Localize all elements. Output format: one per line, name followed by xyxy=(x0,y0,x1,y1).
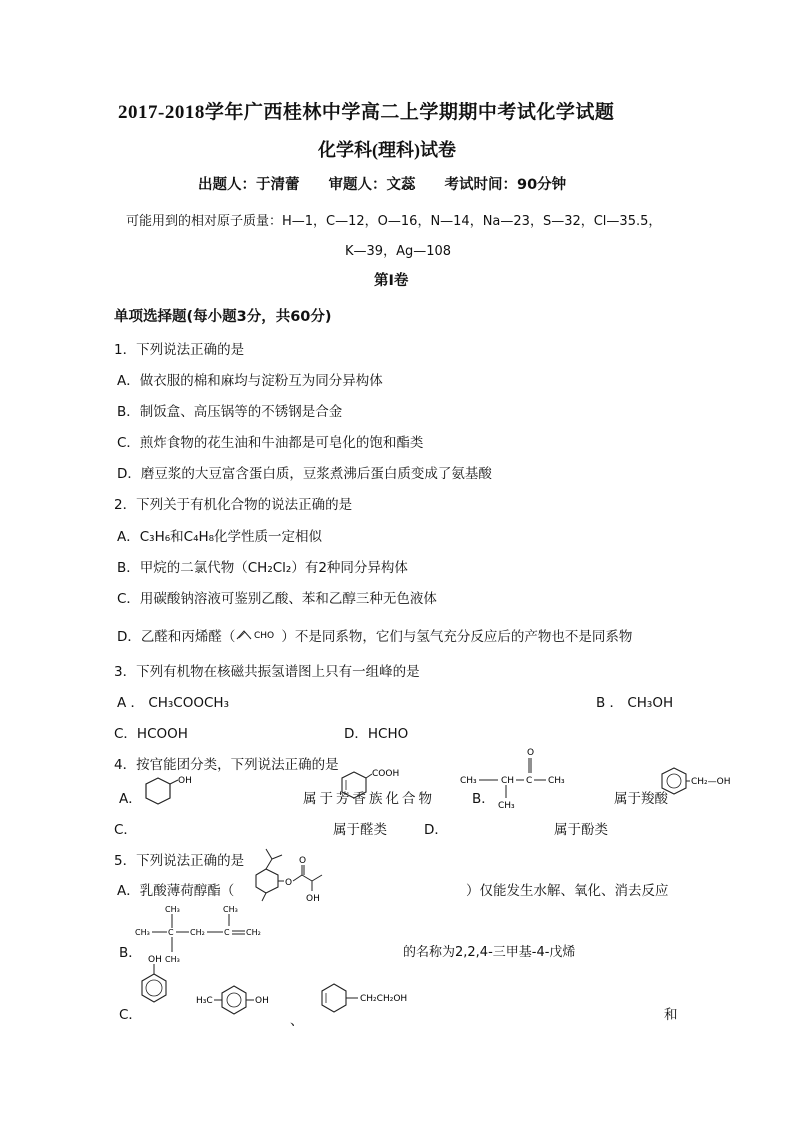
phenol-structure xyxy=(132,952,176,1012)
q4-b-label: B． xyxy=(472,791,495,807)
q3-option-a: A ． CH₃COOCH₃ xyxy=(117,695,229,711)
q3-option-b: B ． CH₃OH xyxy=(596,695,674,711)
q2-option-b: B．甲烷的二氯代物（CH₂Cl₂）有2种同分异构体 xyxy=(117,560,408,576)
volume-heading: 第Ⅰ卷 xyxy=(374,273,409,289)
q4-b-text: 属于羧酸 xyxy=(614,791,668,807)
q4-c-label: C． xyxy=(114,822,137,838)
q3-option-c: C．HCOOH xyxy=(114,726,188,742)
tmp-ch3-top2: CH₃ xyxy=(223,905,238,914)
butanone-structure xyxy=(460,746,580,812)
tmp-c2: C xyxy=(224,928,230,937)
q2-option-d xyxy=(117,625,632,645)
menthyl-lactate-structure xyxy=(244,845,354,905)
atomic-masses-line2: K—39，Ag—108 xyxy=(345,244,452,259)
q5-c-and: 和 xyxy=(664,1007,678,1023)
tmp-ch3-left: CH₃ xyxy=(135,928,150,937)
q5-c-sep: 、 xyxy=(290,1013,304,1029)
q5-b-text: 的名称为2,2,4-三甲基-4-戊烯 xyxy=(403,945,576,960)
q5-c-label: C． xyxy=(119,1007,142,1023)
benzoic-acid-structure xyxy=(336,766,406,806)
cyclohexanol-oh: OH xyxy=(178,776,192,786)
cyclohexanol-structure xyxy=(140,770,200,814)
q3-stem: 3．下列有机物在核磁共振氢谱图上只有一组峰的是 xyxy=(114,664,420,680)
cresol-oh: OH xyxy=(255,996,269,1006)
benzoic-cooh: COOH xyxy=(372,769,400,779)
q4-stem: 4．按官能团分类，下列说法正确的是 xyxy=(114,757,339,773)
q5-a-post: ）仅能发生水解、氧化、消去反应 xyxy=(466,883,669,899)
butanone-ch3-bottom: CH₃ xyxy=(498,801,515,811)
q1-option-b: B．制饭盒、高压锅等的不锈钢是合金 xyxy=(117,404,343,420)
butanone-ch: CH xyxy=(501,776,515,786)
q4-a-text: 属于芳香族化合物 xyxy=(303,791,435,807)
page-title: 2017-2018学年广西桂林中学高二上学期期中考试化学试题 xyxy=(118,102,615,123)
phenylethanol-structure xyxy=(318,978,428,1018)
q4-d-text: 属于酚类 xyxy=(554,822,608,838)
benzyl-ch2oh: CH₂—OH xyxy=(691,777,731,787)
q3-option-d: D．HCHO xyxy=(344,726,409,742)
q2-stem: 2．下列关于有机化合物的说法正确的是 xyxy=(114,497,353,513)
q1-option-d: D．磨豆浆的大豆富含蛋白质，豆浆煮沸后蛋白质变成了氨基酸 xyxy=(117,466,492,482)
tmp-ch3-bottom: CH₃ xyxy=(165,955,180,964)
q2-option-c: C．用碳酸钠溶液可鉴别乙酸、苯和乙醇三种无色液体 xyxy=(117,591,437,607)
benzyl-alcohol-structure xyxy=(656,762,746,802)
phenol-oh: OH xyxy=(148,955,162,965)
page-subtitle: 化学科(理科)试卷 xyxy=(318,140,456,160)
q5-stem: 5．下列说法正确的是 xyxy=(114,853,245,869)
acrolein-cho: CHO xyxy=(254,631,275,641)
q1-option-a: A．做衣服的棉和麻均与淀粉互为同分异构体 xyxy=(117,373,383,389)
exam-authors: 出题人：于清蕾 审题人：文蕊 考试时间：90分钟 xyxy=(198,177,567,193)
butanone-ch3-right: CH₃ xyxy=(548,776,565,786)
butanone-c: C xyxy=(526,776,533,786)
q1-option-c: C．煎炸食物的花生油和牛油都是可皂化的饱和酯类 xyxy=(117,435,424,451)
phenylethanol-ch2ch2oh: CH₂CH₂OH xyxy=(360,994,408,1004)
q4-a-label: A． xyxy=(119,791,142,807)
menthyl-o: O xyxy=(285,878,293,888)
q2-option-d-post: ）不是同系物，它们与氢气充分反应后的产物也不是同系物 xyxy=(281,629,633,645)
tmp-ch3-top1: CH₃ xyxy=(165,905,180,914)
q4-c-text: 属于醛类 xyxy=(333,822,387,838)
q5-a-pre: A．乳酸薄荷醇酯（ xyxy=(117,883,235,899)
butanone-ch3-left: CH₃ xyxy=(460,776,477,786)
q2-option-d-pre: D．乙醛和丙烯醛（ xyxy=(117,629,236,645)
menthyl-oh: OH xyxy=(306,894,320,904)
tmp-eq-ch2: CH₂ xyxy=(246,928,261,937)
butanone-o: O xyxy=(527,748,535,758)
cresol-h3c: H₃C xyxy=(196,996,213,1006)
tmp-c: C xyxy=(168,928,174,937)
section-heading: 单项选择题(每小题3分，共60分) xyxy=(114,309,332,325)
tmp-ch2: CH₂ xyxy=(190,928,205,937)
p-cresol-structure xyxy=(196,980,296,1020)
q5-b-label: B． xyxy=(119,945,142,961)
q1-stem: 1．下列说法正确的是 xyxy=(114,342,245,358)
atomic-masses-line1: 可能用到的相对原子质量：H—1，C—12，O—16，N—14，Na—23，S—32，Cl—35.5， xyxy=(126,214,662,229)
q4-d-label: D． xyxy=(424,822,448,838)
q2-option-a: A．C₃H₆和C₄H₈化学性质一定相似 xyxy=(117,529,323,545)
menthyl-carbonyl-o: O xyxy=(299,856,307,866)
acrolein-structure xyxy=(235,627,281,643)
